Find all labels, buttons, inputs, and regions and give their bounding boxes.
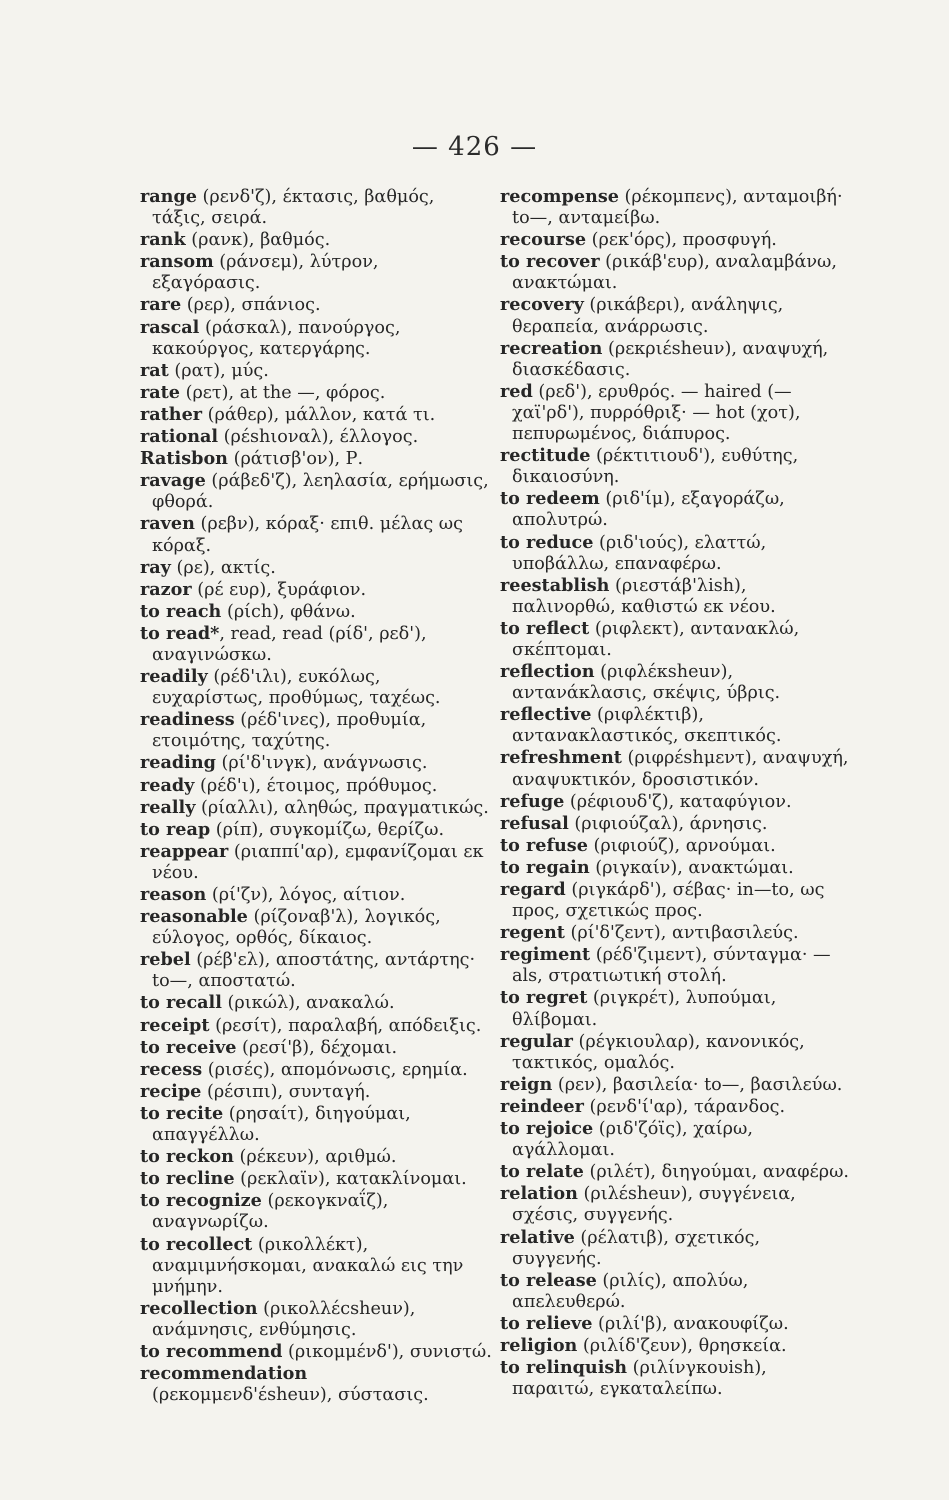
entry-definition: (ρεβν), κόραξ· επιθ. μέλας ως κόραξ. — [152, 514, 463, 556]
entry-headword: reindeer — [500, 1095, 584, 1117]
entry-definition: (ρεκλαϊν), κατακλίνομαι. — [234, 1169, 467, 1190]
entry-headword: rare — [140, 294, 182, 316]
entry-definition: (ράνσεμ), λύτρον, εξαγόρασις. — [152, 252, 379, 294]
dictionary-entry — [500, 1183, 852, 1226]
entry-definition: (ρικολλέcsheuν), ανάμνησις, ενθύμησις. — [152, 1298, 416, 1340]
entry-definition: (ριγκαίν), ανακτώμαι. — [589, 857, 794, 878]
entry-headword: to recollect — [140, 1233, 253, 1255]
entry-definition: (ρετ), at the —, φόρος. — [180, 382, 386, 403]
dictionary-entry — [500, 445, 852, 488]
dictionary-entry — [140, 251, 492, 294]
dictionary-entry — [140, 229, 492, 251]
dictionary-entry — [140, 841, 492, 884]
entry-headword: to reckon — [140, 1146, 234, 1168]
dictionary-entry — [500, 879, 852, 922]
entry-headword: rat — [140, 359, 169, 381]
entry-headword: reappear — [140, 840, 229, 862]
entry-definition: (ριεστάβ'λish), παλινορθώ, καθιστώ εκ νέου. — [512, 575, 776, 617]
entry-headword: to regain — [500, 856, 590, 878]
entry-definition: (ρεκομμενδ'έsheuν), σύστασις. — [152, 1385, 429, 1406]
dictionary-entry — [140, 1341, 492, 1363]
dictionary-entry — [500, 618, 852, 661]
entry-headword: refusal — [500, 812, 569, 834]
dictionary-entry — [500, 186, 852, 229]
entry-headword: really — [140, 796, 196, 818]
entry-definition: (ρικομμένδ'), συνιστώ. — [282, 1341, 492, 1362]
entry-definition: (ριλέsheuν), συγγένεια, σχέσις, συγγενής. — [512, 1184, 796, 1226]
dictionary-entry — [140, 1037, 492, 1059]
entry-headword: recreation — [500, 337, 603, 359]
entry-definition: (ριδ'ιούς), ελαττώ, υποβάλλω, επαναφέρω. — [512, 532, 767, 574]
dictionary-entry — [500, 1074, 852, 1096]
dictionary-entry — [140, 294, 492, 316]
entry-definition: (ριλίδ'ζευν), θρησκεία. — [577, 1335, 787, 1356]
entry-headword: to relieve — [500, 1312, 593, 1334]
dictionary-entry — [500, 1313, 852, 1335]
entry-definition: (ράθερ), μάλλον, κατά τι. — [202, 404, 436, 425]
entry-definition: (ρέδ'ινες), προθυμία, ετοιμότης, ταχύτης. — [152, 710, 427, 752]
entry-headword: recompense — [500, 186, 619, 207]
dictionary-entry — [140, 448, 492, 470]
entry-headword: ravage — [140, 470, 206, 492]
dictionary-entry — [140, 382, 492, 404]
right-column — [500, 186, 852, 1400]
dictionary-entry — [140, 884, 492, 906]
dictionary-entry — [140, 623, 492, 666]
dictionary-entry — [500, 381, 852, 445]
entry-definition: (ρί'ζν), λόγος, αίτιον. — [206, 885, 406, 905]
entry-definition: (ρεκογκναΐζ), αναγνωρίζω. — [152, 1191, 389, 1233]
entry-definition: (ράσκαλ), πανούργος, κακούργος, κατεργάρης. — [152, 317, 401, 359]
entry-definition: (ριγκάρδ'), σέβας· in—to, ως προς, σχετικώς προς. — [512, 880, 825, 922]
entry-definition: (ριδ'ίμ), εξαγοράζω, απολυτρώ. — [512, 489, 785, 531]
dictionary-entry — [500, 1031, 852, 1074]
entry-definition: (ριλί'β), ανακουφίζω. — [592, 1313, 789, 1334]
entry-headword: rebel — [140, 949, 191, 971]
entry-definition: (ρεκ'όρς), προσφυγή. — [586, 230, 777, 251]
entry-definition: (ρίπ), συγκομίζω, θερίζω. — [210, 819, 445, 840]
dictionary-entry — [140, 666, 492, 709]
dictionary-entry — [500, 835, 852, 857]
dictionary-entry — [500, 944, 852, 987]
entry-headword: regent — [500, 922, 565, 944]
dictionary-entry — [500, 338, 852, 381]
dictionary-entry — [140, 992, 492, 1014]
entry-headword: to reap — [140, 818, 211, 840]
dictionary-entry — [500, 813, 852, 835]
entry-headword: reasonable — [140, 906, 248, 928]
dictionary-entry — [140, 579, 492, 601]
dictionary-entry — [140, 470, 492, 513]
entry-headword: to reflect — [500, 617, 590, 639]
entry-definition: (ρενδ'ί'αρ), τάρανδος. — [583, 1096, 786, 1117]
entry-headword: reestablish — [500, 574, 610, 596]
entry-headword: refreshment — [500, 747, 622, 769]
entry-headword: reflection — [500, 661, 595, 683]
entry-definition: (ρισές), απομόνωσις, ερημία. — [202, 1059, 468, 1080]
entry-definition: (ρεσί'β), δέχομαι. — [236, 1037, 398, 1058]
entry-headword: rascal — [140, 316, 200, 338]
dictionary-entry — [140, 513, 492, 556]
dictionary-entry — [500, 661, 852, 704]
entry-headword: ray — [140, 556, 171, 578]
entry-definition: (ρεκριέsheuν), αναψυχή, διασκέδασις. — [512, 338, 829, 380]
entry-definition: (ρέκομπενς), ανταμοιβή· to—, ανταμείβω. — [512, 187, 843, 229]
entry-headword: range — [140, 186, 197, 207]
entry-definition: (ρίαλλι), αληθώς, πραγματικώς. — [195, 797, 489, 818]
dictionary-entry — [500, 1118, 852, 1161]
dictionary-entry — [140, 404, 492, 426]
entry-headword: to recognize — [140, 1190, 262, 1212]
entry-headword: to read* — [140, 622, 220, 644]
entry-headword: to recite — [140, 1102, 224, 1124]
entry-definition: (ρέκευν), αριθμώ. — [233, 1147, 397, 1168]
entry-headword: relative — [500, 1226, 575, 1248]
dictionary-entry — [140, 1168, 492, 1190]
entry-headword: rate — [140, 381, 180, 403]
entry-definition: (ρί'δ'ζεντ), αντιβασιλεύς. — [564, 923, 799, 944]
entry-headword: to reach — [140, 600, 222, 622]
entry-definition: (ρίch), φθάνω. — [221, 601, 356, 622]
entry-headword: recess — [140, 1058, 203, 1080]
left-column — [140, 186, 492, 1406]
dictionary-entry — [140, 317, 492, 360]
entry-headword: rational — [140, 426, 219, 448]
entry-definition: (ριδ'ζόϊς), χαίρω, αγάλλομαι. — [512, 1119, 753, 1161]
dictionary-entry — [500, 747, 852, 790]
entry-headword: to recline — [140, 1168, 235, 1190]
entry-definition: (ριγκρέτ), λυπούμαι, θλίβομαι. — [512, 988, 777, 1030]
dictionary-entry — [500, 857, 852, 879]
dictionary-entry — [500, 1161, 852, 1183]
entry-headword: receipt — [140, 1014, 210, 1036]
dictionary-entry — [500, 575, 852, 618]
dictionary-entry — [500, 488, 852, 531]
entry-headword: recommendation — [140, 1363, 308, 1385]
entry-definition: (ριφλέκτιβ), αντανακλαστικός, σκεπτικός. — [512, 705, 782, 747]
entry-definition: (ρίζοναβ'λ), λογικός, εύλογος, ορθός, δίκαιος. — [152, 907, 441, 949]
entry-definition: (ρε), ακτίς. — [170, 557, 276, 578]
entry-headword: rectitude — [500, 445, 591, 467]
dictionary-entry — [140, 1234, 492, 1298]
entry-headword: reign — [500, 1073, 553, 1095]
entry-definition: (ριλίνγκουish), παραιτώ, εγκαταλείπω. — [512, 1358, 767, 1400]
entry-definition: (ρικολλέκτ), αναμιμνήσκομαι, ανακαλώ εις την μνήμην. — [152, 1234, 464, 1297]
entry-definition: (ράτισβ'ον), Ρ. — [227, 449, 364, 470]
dictionary-entry — [140, 709, 492, 752]
dictionary-entry — [140, 1081, 492, 1103]
dictionary-entry — [140, 186, 492, 229]
entry-headword: to relinquish — [500, 1357, 628, 1379]
entry-headword: rather — [140, 403, 203, 425]
entry-headword: reading — [140, 752, 216, 774]
entry-headword: ransom — [140, 251, 214, 273]
entry-headword: regular — [500, 1030, 573, 1052]
entry-headword: recourse — [500, 229, 587, 251]
entry-headword: to redeem — [500, 488, 600, 510]
dictionary-entry — [140, 1103, 492, 1146]
entry-definition: (ριφιούζ), αρνούμαι. — [587, 835, 776, 856]
dictionary-entry — [500, 229, 852, 251]
entry-headword: to recommend — [140, 1340, 283, 1362]
entry-headword: readily — [140, 666, 208, 688]
entry-definition: (ρικάβερι), ανάληψις, θεραπεία, ανάρρωσις. — [512, 295, 784, 337]
entry-headword: to recall — [140, 992, 222, 1014]
entry-definition: (ρατ), μύς. — [168, 360, 269, 381]
dictionary-entry — [140, 1146, 492, 1168]
dictionary-entry — [140, 797, 492, 819]
entry-definition: (ρεσίτ), παραλαβή, απόδειξις. — [209, 1015, 482, 1036]
entry-headword: razor — [140, 578, 192, 600]
dictionary-entry — [140, 1015, 492, 1037]
entry-headword: regiment — [500, 944, 591, 966]
entry-headword: readiness — [140, 709, 235, 731]
entry-definition: (ριφλέκsheuν), αντανάκλασις, σκέψις, ύβρις. — [512, 662, 781, 704]
dictionary-entry — [140, 752, 492, 774]
entry-definition: (ριφλεκτ), αντανακλώ, σκέπτομαι. — [512, 618, 800, 660]
dictionary-entry — [500, 1096, 852, 1118]
entry-headword: to regret — [500, 987, 588, 1009]
entry-definition: (ρί'δ'ινγκ), ανάγνωσις. — [215, 753, 428, 774]
entry-headword: recovery — [500, 294, 584, 316]
entry-definition: (ριφρέshμεντ), αναψυχή, αναψυκτικόν, δροσιστικόν. — [512, 748, 849, 790]
dictionary-entry — [500, 532, 852, 575]
entry-headword: religion — [500, 1334, 578, 1356]
entry-headword: rank — [140, 229, 186, 251]
entry-headword: to rejoice — [500, 1118, 594, 1140]
entry-definition: (ρέδ'ζιμεντ), σύνταγμα· —als, στρατιωτική στολή. — [512, 945, 831, 987]
entry-definition: (ρικάβ'ευρ), αναλαμβάνω, ανακτώμαι. — [512, 252, 837, 294]
entry-definition: (ρεδ'), ερυθρός. — haired (— χαϊ'ρδ'), πυρρόθριξ· — hot (χοτ), πεπυρωμένος, διάπυρος. — [512, 381, 801, 445]
entry-definition: (ρέσιπι), συνταγή. — [201, 1081, 371, 1102]
entry-headword: to reduce — [500, 531, 594, 553]
entry-definition: (ρέβ'ελ), αποστάτης, αντάρτης· to—, αποστατώ. — [152, 950, 476, 992]
entry-definition: , read, read (ρίδ', ρεδ'), αναγινώσκω. — [152, 623, 427, 665]
entry-headword: regard — [500, 879, 566, 900]
dictionary-entry — [500, 1270, 852, 1313]
entry-headword: relation — [500, 1183, 578, 1205]
dictionary-entry — [500, 294, 852, 337]
entry-definition: (ρενδ'ζ), έκτασις, βαθμός, τάξις, σειρά. — [152, 187, 435, 229]
dictionary-entry — [140, 601, 492, 623]
page-number: — 426 — — [411, 132, 538, 162]
entry-headword: recipe — [140, 1080, 202, 1102]
entry-definition: (ριλέτ), διηγούμαι, αναφέρω. — [583, 1162, 850, 1183]
entry-headword: red — [500, 380, 533, 402]
entry-definition: (ρανκ), βαθμός. — [185, 230, 331, 251]
dictionary-entry — [140, 426, 492, 448]
dictionary-entry — [140, 1298, 492, 1341]
entry-headword: to refuse — [500, 834, 588, 856]
dictionary-entry — [140, 1363, 492, 1406]
dictionary-entry — [140, 906, 492, 949]
entry-headword: Ratisbon — [140, 448, 228, 470]
entry-headword: reflective — [500, 704, 592, 726]
entry-headword: to receive — [140, 1036, 237, 1058]
dictionary-entry — [500, 1357, 852, 1400]
dictionary-entry — [500, 1227, 852, 1270]
entry-definition: (ριαππί'αρ), εμφανίζομαι εκ νέου. — [152, 841, 484, 883]
entry-definition: (ριλίς), απολύω, απελευθερώ. — [512, 1270, 749, 1312]
entry-headword: refuge — [500, 790, 565, 812]
entry-definition: (ρερ), σπάνιος. — [181, 295, 321, 316]
entry-definition: (ράβεδ'ζ), λεηλασία, ερήμωσις, φθορά. — [152, 471, 489, 513]
entry-headword: raven — [140, 513, 195, 535]
dictionary-entry — [140, 819, 492, 841]
entry-definition: (ρησαίτ), διηγούμαι, απαγγέλλω. — [152, 1103, 411, 1146]
entry-definition: (ρέγκιουλαρ), κανονικός, τακτικός, ομαλός. — [512, 1031, 805, 1073]
dictionary-entry — [500, 704, 852, 747]
entry-definition: (ρικώλ), ανακαλώ. — [221, 993, 395, 1014]
entry-definition: (ρέλατιβ), σχετικός, συγγενής. — [512, 1227, 761, 1269]
dictionary-entry — [500, 987, 852, 1030]
dictionary-entry — [500, 791, 852, 813]
entry-definition: (ρέ ευρ), ξυράφιον. — [191, 579, 367, 600]
entry-definition: (ρέκτιτιουδ'), ευθύτης, δικαιοσύνη. — [512, 446, 799, 488]
entry-headword: reason — [140, 884, 207, 905]
entry-headword: ready — [140, 774, 195, 796]
dictionary-entry — [500, 251, 852, 294]
dictionary-entry — [500, 1335, 852, 1357]
entry-headword: recollection — [140, 1297, 258, 1319]
entry-definition: (ριφιούζαλ), άρνησις. — [568, 813, 768, 834]
dictionary-entry — [140, 557, 492, 579]
entry-definition: (ρέφιουδ'ζ), καταφύγιον. — [564, 791, 792, 812]
entry-headword: to relate — [500, 1161, 584, 1183]
dictionary-entry — [500, 922, 852, 944]
dictionary-entry — [140, 360, 492, 382]
dictionary-entry — [140, 775, 492, 797]
dictionary-entry — [140, 1190, 492, 1233]
entry-definition: (ρεν), βασιλεία· to—, βασιλεύω. — [552, 1074, 843, 1095]
dictionary-entry — [140, 949, 492, 992]
entry-definition: (ρέshιοναλ), έλλογος. — [218, 427, 419, 448]
entry-headword: to release — [500, 1269, 597, 1291]
entry-definition: (ρέδ'ιλι), ευκόλως, ευχαρίστως, προθύμως, ταχέως. — [152, 667, 441, 709]
entry-headword: to recover — [500, 251, 600, 273]
entry-definition: (ρέδ'ι), έτοιμος, πρόθυμος. — [194, 775, 438, 796]
dictionary-entry — [140, 1059, 492, 1081]
